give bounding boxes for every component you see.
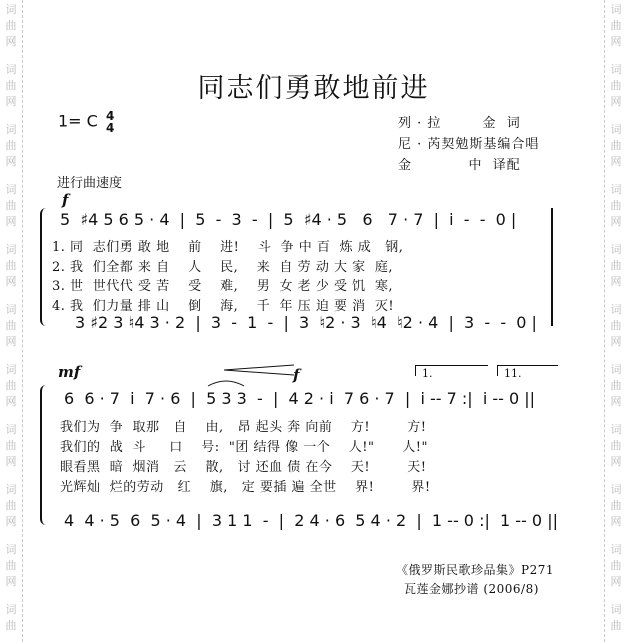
- system2-brace: [40, 385, 50, 525]
- watermark-char: 曲: [610, 619, 622, 632]
- watermark-char: 曲: [610, 499, 622, 512]
- watermark-char: 网: [5, 395, 17, 408]
- watermark-char: 词: [610, 243, 622, 256]
- watermark-char: 词: [5, 363, 17, 376]
- time-top: 4: [105, 109, 115, 123]
- watermark-char: 网: [5, 275, 17, 288]
- key-label: 1= C: [58, 111, 98, 131]
- system1-verse-4: 4. 我 们力量 排 山 倒 海, 千 年 压 迫 要 消 灭!: [52, 299, 395, 314]
- dynamic-mezzo-forte: mf: [58, 363, 81, 381]
- watermark-char: 曲: [5, 19, 17, 32]
- crescendo-hairpin: [224, 364, 294, 376]
- watermark-char: 词: [610, 543, 622, 556]
- system1-melody: 5 ♯4 5 6 5 · 4 | 5 - 3 - | 5 ♯4 · 5 6 7 · 7 | i - - 0 |: [60, 210, 517, 229]
- transcriber-note: 瓦莲金娜抄谱 (2006/8): [404, 582, 539, 596]
- watermark-char: 曲: [610, 79, 622, 92]
- system2-verse-4: 光辉灿 烂的劳动 红 旗, 定 要插 遍 全世 界! 界!: [60, 480, 431, 495]
- watermark-char: 词: [5, 603, 17, 616]
- watermark-char: 网: [5, 95, 17, 108]
- system2-melody: 6 6 · 7 i 7 · 6 | 5 3 3 - | 4 2 · i 7 6 · 7 | i -- 7 :| i -- 0 ||: [64, 389, 536, 408]
- watermark-char: 词: [5, 183, 17, 196]
- watermark-char: 网: [5, 335, 17, 348]
- credit-lyricist: 列 · 拉 金 词: [398, 116, 521, 131]
- watermark-char: 曲: [5, 259, 17, 272]
- watermark-char: 词: [610, 123, 622, 136]
- watermark-char: 词: [610, 483, 622, 496]
- watermark-char: 词: [610, 183, 622, 196]
- watermark-char: 词: [5, 63, 17, 76]
- system1-verse-3: 3. 世 世代代 受 苦 受 难, 男 女 老 少 受 饥 寒,: [52, 279, 393, 294]
- watermark-char: 网: [610, 95, 622, 108]
- watermark-char: 网: [5, 575, 17, 588]
- watermark-char: 曲: [5, 559, 17, 572]
- system1-end-barline: [551, 208, 553, 326]
- watermark-char: 网: [610, 275, 622, 288]
- watermark-char: 曲: [5, 379, 17, 392]
- watermark-char: 曲: [610, 379, 622, 392]
- watermark-char: 网: [610, 575, 622, 588]
- watermark-char: 词: [5, 243, 17, 256]
- credit-arranger: 尼 · 芮契勉斯基编合唱: [398, 137, 540, 152]
- watermark-char: 词: [610, 63, 622, 76]
- time-bottom: 4: [105, 121, 115, 135]
- watermark-char: 网: [610, 35, 622, 48]
- time-signature: [106, 110, 114, 134]
- watermark-char: 词: [610, 3, 622, 16]
- watermark-char: 曲: [610, 19, 622, 32]
- watermark-char: 网: [610, 155, 622, 168]
- dynamic-forte: f: [62, 191, 69, 209]
- watermark-char: 网: [5, 515, 17, 528]
- watermark-char: 曲: [5, 139, 17, 152]
- watermark-char: 曲: [610, 139, 622, 152]
- watermark-char: 网: [5, 215, 17, 228]
- volta-first-ending: [415, 365, 488, 380]
- watermark-char: 网: [610, 215, 622, 228]
- watermark-char: 词: [5, 303, 17, 316]
- watermark-char: 词: [5, 3, 17, 16]
- watermark-char: 曲: [610, 559, 622, 572]
- slur-mark: [206, 378, 246, 388]
- watermark-char: 网: [5, 455, 17, 468]
- watermark-char: 网: [610, 395, 622, 408]
- watermark-char: 曲: [5, 619, 17, 632]
- watermark-char: 词: [5, 423, 17, 436]
- system2-verse-1: 我们为 争 取那 自 由, 昂 起头 奔 向前 方! 方!: [60, 420, 427, 435]
- system1-verse-2: 2. 我 们全都 来 自 人 民, 来 自 劳 动 大 家 庭,: [52, 260, 393, 275]
- watermark-char: 词: [610, 363, 622, 376]
- watermark-char: 曲: [5, 319, 17, 332]
- system2-verse-2: 我们的 战 斗 口 号: "团 结得 像 一个 人!" 人!": [60, 440, 428, 455]
- watermark-char: 网: [610, 335, 622, 348]
- volta-2-label: 11.: [504, 367, 522, 380]
- watermark-char: 词: [610, 423, 622, 436]
- watermark-char: 词: [5, 543, 17, 556]
- watermark-char: 曲: [5, 79, 17, 92]
- watermark-char: 曲: [610, 439, 622, 452]
- watermark-char: 词: [610, 603, 622, 616]
- key-signature: [58, 110, 114, 134]
- watermark-char: 曲: [5, 499, 17, 512]
- watermark-char: 词: [5, 123, 17, 136]
- source-citation: 《俄罗斯民歌珍品集》P271: [396, 563, 554, 577]
- system2-verse-3: 眼看黑 暗 烟消 云 散, 讨 还血 债 在今 天! 天!: [60, 460, 427, 475]
- system1-harmony: 3 ♯2 3 ♮4 3 · 2 | 3 - 1 - | 3 ♮2 · 3 ♮4 ♮2 · 4 | 3 - - 0 |: [75, 313, 537, 332]
- system1-brace: [40, 208, 50, 326]
- system1-verse-1: 1. 同 志们勇 敢 地 前 进! 斗 争 中 百 炼 成 钢,: [52, 240, 404, 255]
- watermark-char: 词: [5, 483, 17, 496]
- volta-1-label: 1.: [422, 367, 433, 380]
- dynamic-forte-2: f: [293, 366, 300, 384]
- watermark-char: 曲: [5, 199, 17, 212]
- watermark-char: 网: [610, 515, 622, 528]
- watermark-char: 网: [610, 455, 622, 468]
- tempo-marking: 进行曲速度: [57, 176, 123, 191]
- watermark-char: 曲: [610, 319, 622, 332]
- watermark-char: 曲: [610, 199, 622, 212]
- volta-second-ending: [497, 365, 558, 380]
- watermark-char: 词: [610, 303, 622, 316]
- system2-harmony: 4 4 · 5 6 5 · 4 | 3 1 1 - | 2 4 · 6 5 4 · 2 | 1 -- 0 :| 1 -- 0 ||: [64, 511, 558, 530]
- watermark-char: 网: [5, 35, 17, 48]
- watermark-char: 曲: [5, 439, 17, 452]
- watermark-char: 曲: [610, 259, 622, 272]
- watermark-char: 网: [5, 155, 17, 168]
- credit-translator: 金 中 译配: [398, 158, 521, 173]
- song-title: 同志们勇敢地前进: [197, 73, 430, 104]
